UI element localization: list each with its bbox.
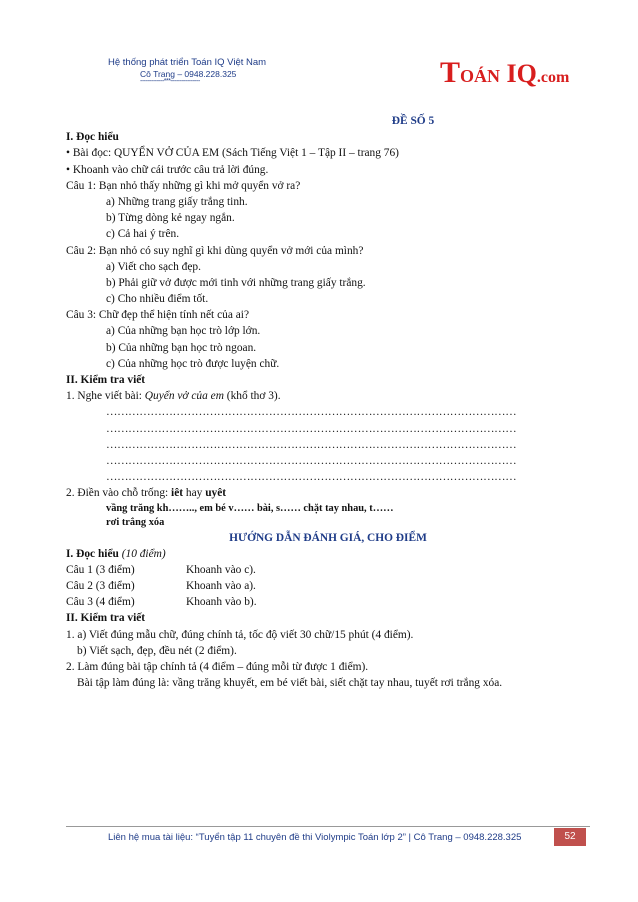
text-line: • Bài đọc: QUYỂN VỞ CỦA EM (Sách Tiếng Việt 1 – Tập II – trang 76) (66, 147, 399, 160)
answer-option: c) Cả hai ý trên. (106, 228, 180, 241)
header-org: Hệ thống phát triển Toán IQ Việt Nam (108, 57, 267, 68)
fill-in-line: vầng trăng kh…….., em bé v…… bài, s…… chặt tay nhau, t…… (106, 502, 394, 514)
text-line: Bài tập làm đúng là: vầng trăng khuyết, em bé viết bài, siết chặt tay nhau, tuyết rơi trắng xóa. (77, 677, 503, 690)
answer-option: b) Phải giữ vở được mới tinh với những trang giấy trắng. (106, 276, 366, 289)
fill-in-line: rơi trắng xóa (106, 516, 165, 528)
guide-title: HƯỚNG DẪN ĐÁNH GIÁ, CHO ĐIỂM (229, 531, 427, 544)
question: Câu 2: Bạn nhỏ có suy nghĩ gì khi dùng quyển vở mới của mình? (66, 244, 364, 257)
dotted-line: ………………………………………………………………………………………………… (106, 422, 517, 435)
score-row: Câu 2 (3 điểm) Khoanh vào a). (66, 580, 256, 593)
text-line: b) Viết sạch, đẹp, đều nét (2 điểm). (77, 644, 237, 657)
text-line: 2. Làm đúng bài tập chính tả (4 điểm – đúng mỗi từ được 1 điểm). (66, 661, 369, 673)
dotted-line: ………………………………………………………………………………………………… (106, 454, 517, 467)
section-heading: I. Đọc hiểu (66, 131, 119, 144)
section-heading: II. Kiểm tra viết (66, 374, 146, 386)
section-heading: I. Đọc hiểu (10 điểm) (66, 547, 166, 560)
text-line: • Khoanh vào chữ cái trước câu trả lời đúng. (66, 163, 269, 176)
exam-title: ĐỀ SỐ 5 (391, 115, 435, 127)
answer-option: a) Những trang giấy trắng tinh. (106, 195, 248, 208)
footer-text: Liên hệ mua tài liệu: “Tuyển tập 11 chuyên đề thi Violympic Toán lớp 2” | Cô Trang – 0948.228.325 (108, 832, 522, 843)
text-line: 2. Điền vào chỗ trống: iêt hay uyêt (66, 487, 227, 500)
answer-option: a) Viết cho sạch đẹp. (106, 260, 201, 273)
dotted-line: ………………………………………………………………………………………………… (106, 406, 517, 419)
score-row: Câu 1 (3 điểm) Khoanh vào c). (66, 563, 256, 576)
answer-option: b) Của những bạn học trò ngoan. (106, 341, 257, 354)
document-body (66, 113, 590, 691)
answer-option: a) Của những bạn học trò lớp lớn. (106, 325, 261, 338)
answer-option: b) Từng dòng kẻ ngay ngắn. (106, 212, 235, 225)
text-line: 1. a) Viết đúng mẫu chữ, đúng chính tả, tốc độ viết 30 chữ/15 phút (4 điểm). (66, 628, 414, 641)
header-separator: -------------***---------------- (140, 78, 200, 85)
header-contact: Cô Trang – 0948.228.325 (140, 69, 237, 79)
dotted-line: ………………………………………………………………………………………………… (106, 438, 517, 451)
text-line: 1. Nghe viết bài: Quyển vở của em (khổ thơ 3). (66, 390, 281, 403)
score-row: Câu 3 (4 điểm) Khoanh vào b). (66, 596, 257, 609)
answer-option: c) Cho nhiều điểm tốt. (106, 293, 209, 306)
page-number: 52 (554, 828, 586, 846)
dotted-line: ………………………………………………………………………………………………… (106, 471, 517, 484)
footer-rule (66, 826, 590, 827)
question: Câu 1: Bạn nhỏ thấy những gì khi mở quyển vở ra? (66, 179, 301, 192)
section-heading: II. Kiểm tra viết (66, 612, 146, 625)
toan-iq-logo[interactable]: TOÁN IQ.com (440, 56, 570, 89)
question: Câu 3: Chữ đẹp thể hiện tính nết của ai? (66, 309, 249, 322)
answer-option: c) Của những học trò được luyện chữ. (106, 357, 280, 370)
